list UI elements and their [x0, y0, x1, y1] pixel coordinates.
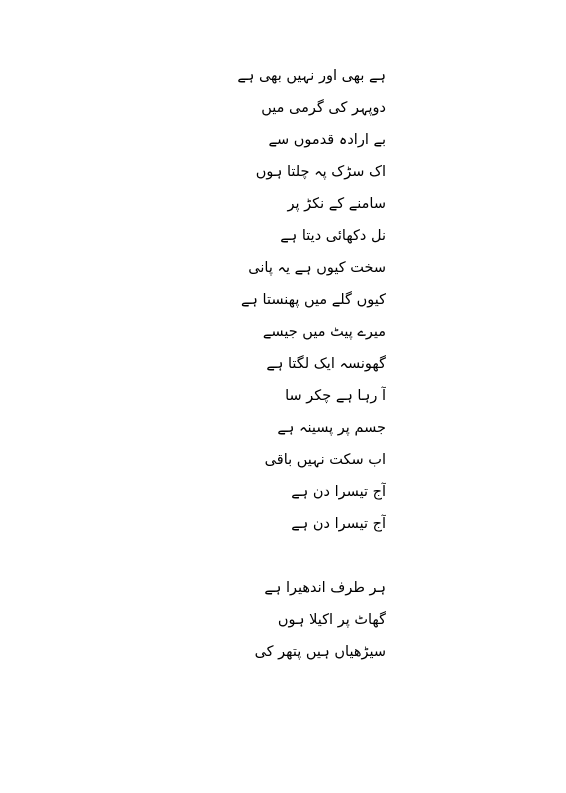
poem-line: آج تیسرا دن ہے [291, 484, 386, 500]
poem-line: کیوں گلے میں پھنستا ہے [240, 292, 386, 308]
poem-line: آ رہا ہے چکر سا [285, 388, 386, 404]
poem-line: ہر طرف اندھیرا ہے [264, 580, 386, 596]
poem-line: ہے بھی اور نہیں بھی ہے [237, 68, 386, 84]
poem-line: بے ارادہ قدموں سے [268, 132, 386, 148]
poem-line: جسم پر پسینہ ہے [277, 420, 386, 436]
poem-line: دوپہر کی گرمی میں [261, 100, 386, 116]
poem-line: آج تیسرا دن ہے [291, 516, 386, 532]
poem-line: اک سڑک پہ چلتا ہوں [255, 164, 386, 180]
poem-line: گھونسہ ایک لگتا ہے [266, 356, 386, 372]
poem-line: سخت کیوں ہے یہ پانی [248, 260, 386, 276]
poem-line: سیڑھیاں ہیں پتھر کی [254, 644, 386, 660]
poem-line: نل دکھائی دیتا ہے [280, 228, 386, 244]
poem-line: سامنے کے نکڑ پر [287, 196, 386, 212]
poem-line: گھاٹ پر اکیلا ہوں [277, 612, 386, 628]
stanza-2 [166, 572, 386, 668]
poem [166, 60, 386, 668]
poem-line: اب سکت نہیں باقی [264, 452, 386, 468]
stanza-1 [166, 60, 386, 540]
poem-line: میرے پیٹ میں جیسے [262, 324, 386, 340]
